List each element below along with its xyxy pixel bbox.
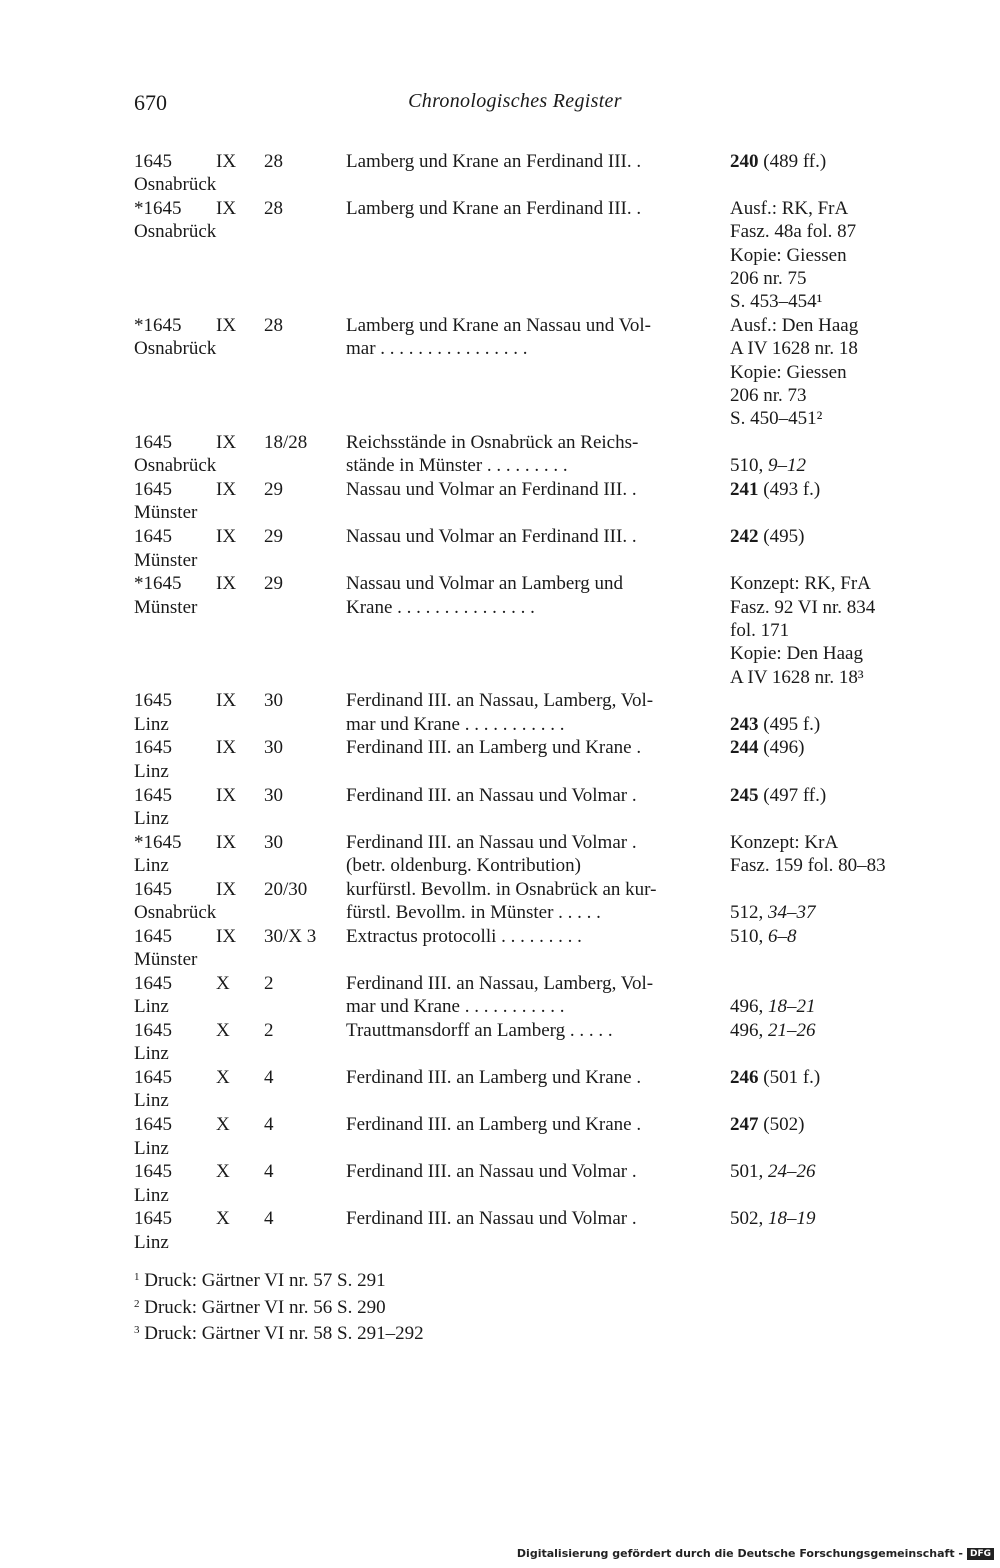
- entry-reference: [730, 572, 900, 688]
- entry-day: 28: [264, 315, 283, 337]
- register-entries: [134, 150, 894, 1255]
- entry-title-line: (betr. oldenburg. Kontribution): [346, 854, 582, 876]
- entry-title: [346, 572, 708, 619]
- entry-year: 1645: [134, 690, 172, 712]
- entry-reference-line: [730, 150, 900, 173]
- entry-year: *1645: [134, 831, 182, 853]
- entry-title-line: mar und Krane . . . . . . . . . . .: [346, 713, 565, 735]
- entry-title-line: Nassau und Volmar an Ferdinand III. .: [346, 526, 637, 548]
- entry-title: [346, 431, 708, 478]
- entry-month: X: [216, 1161, 230, 1183]
- entry-day: 4: [264, 1161, 274, 1183]
- entry-reference: [730, 784, 900, 807]
- entry-year: 1645: [134, 1161, 172, 1183]
- entry-document-number: 244: [730, 737, 759, 759]
- footnote-text: Druck: Gärtner VI nr. 58 S. 291–292: [144, 1323, 424, 1344]
- entry-title: [346, 689, 708, 736]
- footnote: [134, 1319, 424, 1346]
- entry-title-line: mar . . . . . . . . . . . . . . . .: [346, 338, 528, 360]
- entry-reference-line: [730, 784, 900, 807]
- register-entry: [134, 972, 894, 1019]
- register-entry: [134, 1113, 894, 1160]
- entry-reference: [730, 1160, 900, 1183]
- entry-title: [346, 784, 708, 807]
- entry-reference-line: [730, 314, 900, 337]
- entry-title-line: Ferdinand III. an Nassau und Volmar .: [346, 831, 637, 853]
- entry-place: Linz: [134, 1231, 169, 1253]
- entry-title-line: Nassau und Volmar an Lamberg und: [346, 573, 624, 595]
- entry-reference: [730, 150, 900, 173]
- entry-reference-text: (495 f.): [758, 713, 821, 735]
- footnotes: [134, 1266, 424, 1346]
- register-entry: [134, 525, 894, 572]
- entry-reference-text: Konzept: RK, FrA: [730, 573, 871, 595]
- entry-day: 20/30: [264, 878, 308, 900]
- entry-month: IX: [216, 315, 237, 337]
- entry-place: Osnabrück: [134, 338, 217, 360]
- footnote-text: Druck: Gärtner VI nr. 56 S. 290: [144, 1296, 386, 1318]
- entry-year: *1645: [134, 315, 182, 337]
- entry-year: 1645: [134, 925, 172, 947]
- entry-reference-line: 206 nr. 73: [730, 384, 807, 406]
- entry-reference-lines: 21–26: [768, 1020, 816, 1042]
- entry-month: X: [216, 1208, 230, 1230]
- entry-reference-text: 502,: [730, 1208, 768, 1230]
- entry-reference-text: 501,: [730, 1161, 768, 1183]
- entry-title-line: Ferdinand III. an Lamberg und Krane .: [346, 1067, 642, 1089]
- entry-day: 18/28: [264, 432, 308, 454]
- entry-reference: [730, 1113, 900, 1136]
- entry-title-line: Ferdinand III. an Nassau und Volmar .: [346, 1208, 637, 1230]
- register-entry: [134, 150, 894, 197]
- entry-reference-text: Ausf.: RK, FrA: [730, 198, 849, 220]
- entry-title-line: Lamberg und Krane an Ferdinand III. .: [346, 151, 642, 172]
- entry-document-number: 242: [730, 526, 759, 548]
- entry-title: [346, 736, 708, 759]
- entry-month: IX: [216, 690, 237, 712]
- entry-document-number: 246: [730, 1067, 759, 1089]
- entry-year: 1645: [134, 1067, 172, 1089]
- entry-year: 1645: [134, 737, 172, 759]
- entry-reference-text: (496): [758, 737, 805, 759]
- entry-day: 4: [264, 1067, 274, 1089]
- entry-day: 30: [264, 784, 283, 806]
- entry-reference-line: [730, 454, 806, 477]
- entry-place: Linz: [134, 1184, 169, 1206]
- entry-reference: [730, 478, 900, 501]
- entry-reference-line: [730, 995, 816, 1018]
- register-entry: [134, 831, 894, 878]
- footnote: [134, 1293, 424, 1320]
- entry-reference-lines: 34–37: [768, 902, 816, 924]
- entry-reference-line: Kopie: Giessen: [730, 244, 847, 266]
- register-entry: [134, 1066, 894, 1113]
- register-entry: [134, 784, 894, 831]
- entry-day: 4: [264, 1208, 274, 1230]
- entry-reference-line: [730, 1066, 900, 1089]
- entry-reference-line: [730, 736, 900, 759]
- entry-year: 1645: [134, 526, 172, 548]
- entry-title: [346, 1066, 708, 1089]
- entry-title-line: kurfürstl. Bevollm. in Osnabrück an kur-: [346, 878, 657, 900]
- entry-month: IX: [216, 573, 237, 595]
- entry-reference-text: (502): [758, 1114, 805, 1136]
- entry-reference: [730, 525, 900, 548]
- register-entry: [134, 736, 894, 783]
- entry-year: 1645: [134, 479, 172, 501]
- entry-reference-text: (497 ff.): [758, 784, 827, 806]
- entry-document-number: 247: [730, 1114, 759, 1136]
- entry-month: IX: [216, 198, 237, 220]
- entry-document-number: 243: [730, 713, 759, 735]
- entry-reference: [730, 1207, 900, 1230]
- entry-day: 29: [264, 479, 283, 501]
- entry-place: Linz: [134, 760, 169, 782]
- entry-title: [346, 525, 708, 548]
- entry-reference-line: [730, 901, 816, 924]
- entry-year: 1645: [134, 972, 172, 994]
- entry-day: 29: [264, 573, 283, 595]
- entry-reference-text: 512,: [730, 902, 768, 924]
- entry-year: 1645: [134, 151, 172, 172]
- entry-reference-line: S. 453–454¹: [730, 291, 823, 313]
- entry-reference-text: 510,: [730, 455, 768, 477]
- entry-title: [346, 972, 708, 1019]
- entry-title: [346, 197, 708, 220]
- entry-reference-line: Fasz. 159 fol. 80–83: [730, 854, 886, 876]
- entry-day: 28: [264, 151, 283, 172]
- entry-place: Linz: [134, 1043, 169, 1065]
- register-entry: [134, 314, 894, 431]
- register-entry: [134, 689, 894, 736]
- entry-title-line: Nassau und Volmar an Ferdinand III. .: [346, 479, 637, 501]
- entry-reference-line: Kopie: Giessen: [730, 361, 847, 383]
- entry-reference-text: (493 f.): [758, 479, 821, 501]
- entry-title-line: stände in Münster . . . . . . . . .: [346, 455, 568, 477]
- entry-document-number: 245: [730, 784, 759, 806]
- entry-title-line: Ferdinand III. an Nassau, Lamberg, Vol-: [346, 690, 654, 712]
- entry-place: Linz: [134, 1090, 169, 1112]
- entry-reference-line: [730, 525, 900, 548]
- entry-reference: [730, 1019, 900, 1042]
- entry-reference-line: [730, 713, 820, 736]
- entry-year: 1645: [134, 1114, 172, 1136]
- register-entry: [134, 878, 894, 925]
- entry-place: Osnabrück: [134, 174, 217, 196]
- entry-reference-lines: 24–26: [768, 1161, 816, 1183]
- entry-month: X: [216, 1067, 230, 1089]
- entry-place: Linz: [134, 713, 169, 735]
- entry-reference-line: [730, 925, 900, 948]
- entry-month: IX: [216, 479, 237, 501]
- entry-title-line: Extractus protocolli . . . . . . . . .: [346, 925, 582, 947]
- entry-day: 29: [264, 526, 283, 548]
- register-entry: [134, 1160, 894, 1207]
- entry-month: IX: [216, 878, 237, 900]
- register-entry: [134, 431, 894, 478]
- entry-title-line: Reichsstände in Osnabrück an Reichs-: [346, 432, 639, 454]
- entry-title: [346, 831, 708, 878]
- entry-day: 30: [264, 831, 283, 853]
- entry-month: X: [216, 1020, 230, 1042]
- footnote-mark: 3: [134, 1324, 140, 1336]
- entry-month: IX: [216, 526, 237, 548]
- register-entry: [134, 925, 894, 972]
- entry-reference: [730, 314, 900, 430]
- register-entry: [134, 197, 894, 314]
- entry-reference-line: S. 450–451²: [730, 408, 823, 430]
- entry-year: *1645: [134, 198, 182, 220]
- entry-reference-lines: 18–19: [768, 1208, 816, 1230]
- entry-reference-line: [730, 831, 900, 854]
- entry-place: Linz: [134, 996, 169, 1018]
- entry-reference-text: 496,: [730, 1020, 768, 1042]
- entry-reference: [730, 831, 900, 878]
- entry-month: IX: [216, 737, 237, 759]
- dfg-logo-icon: DFG: [967, 1548, 994, 1560]
- entry-year: 1645: [134, 1208, 172, 1230]
- entry-day: 30/X 3: [264, 925, 317, 947]
- entry-place: Münster: [134, 596, 198, 618]
- entry-place: Münster: [134, 502, 198, 524]
- entry-month: X: [216, 1114, 230, 1136]
- entry-year: *1645: [134, 573, 182, 595]
- footnote-mark: 1: [134, 1271, 140, 1283]
- entry-reference-lines: 18–21: [768, 996, 816, 1018]
- entry-title-line: Ferdinand III. an Nassau, Lamberg, Vol-: [346, 972, 654, 994]
- page-number: 670: [134, 90, 167, 115]
- entry-title-line: fürstl. Bevollm. in Münster . . . . .: [346, 902, 601, 924]
- entry-title: [346, 1113, 708, 1136]
- entry-month: IX: [216, 831, 237, 853]
- entry-title: [346, 1019, 708, 1042]
- entry-place: Osnabrück: [134, 455, 217, 477]
- entry-month: IX: [216, 784, 237, 806]
- entry-title: [346, 925, 708, 948]
- entry-title-line: Trauttmansdorff an Lamberg . . . . .: [346, 1020, 613, 1042]
- entry-reference-text: Ausf.: Den Haag: [730, 315, 859, 337]
- entry-title-line: Lamberg und Krane an Ferdinand III. .: [346, 198, 642, 220]
- entry-title: [346, 1160, 708, 1183]
- entry-reference-line: Fasz. 48a fol. 87: [730, 221, 857, 243]
- register-entry: [134, 1207, 894, 1254]
- entry-reference-text: 496,: [730, 996, 768, 1018]
- entry-reference-text: (489 ff.): [758, 151, 827, 172]
- entry-place: Osnabrück: [134, 221, 217, 243]
- entry-reference-line: [730, 1160, 900, 1183]
- entry-month: IX: [216, 925, 237, 947]
- entry-reference: [730, 1066, 900, 1089]
- entry-place: Linz: [134, 1137, 169, 1159]
- entry-place: Linz: [134, 807, 169, 829]
- entry-reference-line: Fasz. 92 VI nr. 834: [730, 596, 876, 618]
- entry-day: 30: [264, 690, 283, 712]
- entry-year: 1645: [134, 432, 172, 454]
- entry-title: [346, 478, 708, 501]
- entry-title-line: Ferdinand III. an Lamberg und Krane .: [346, 737, 642, 759]
- entry-reference-text: Konzept: KrA: [730, 831, 839, 853]
- entry-title-line: Lamberg und Krane an Nassau und Vol-: [346, 315, 651, 337]
- entry-day: 2: [264, 972, 274, 994]
- entry-title-line: Ferdinand III. an Nassau und Volmar .: [346, 784, 637, 806]
- entry-reference: [730, 736, 900, 759]
- entry-title-line: mar und Krane . . . . . . . . . . .: [346, 996, 565, 1018]
- entry-month: IX: [216, 432, 237, 454]
- entry-reference-line: A IV 1628 nr. 18³: [730, 666, 864, 688]
- entry-reference-lines: 6–8: [768, 925, 797, 947]
- entry-reference: [730, 925, 900, 948]
- footnote-text: Druck: Gärtner VI nr. 57 S. 291: [144, 1270, 386, 1291]
- entry-reference-line: Kopie: Den Haag: [730, 643, 863, 665]
- entry-document-number: 240: [730, 151, 759, 172]
- entry-year: 1645: [134, 878, 172, 900]
- entry-reference-line: 206 nr. 75: [730, 267, 807, 289]
- entry-reference-line: [730, 197, 900, 220]
- funding-credit: [517, 1547, 994, 1560]
- entry-day: 30: [264, 737, 283, 759]
- entry-year: 1645: [134, 1020, 172, 1042]
- footnote-mark: 2: [134, 1297, 140, 1310]
- running-head: Chronologisches Register: [408, 90, 622, 112]
- funding-credit-text: Digitalisierung gefördert durch die Deutsche Forschungsgemeinschaft -: [516, 1547, 963, 1560]
- entry-reference-line: [730, 572, 900, 595]
- entry-month: X: [216, 972, 230, 994]
- entry-reference-text: 510,: [730, 925, 768, 947]
- register-entry: [134, 1019, 894, 1066]
- entry-reference-text: (501 f.): [758, 1067, 821, 1089]
- entry-year: 1645: [134, 784, 172, 806]
- entry-day: 2: [264, 1020, 274, 1042]
- entry-reference: [730, 197, 900, 313]
- register-entry: [134, 572, 894, 689]
- entry-title-line: Ferdinand III. an Nassau und Volmar .: [346, 1161, 637, 1183]
- register-entry: [134, 478, 894, 525]
- entry-document-number: 241: [730, 479, 759, 501]
- entry-month: IX: [216, 151, 237, 172]
- entry-reference-lines: 9–12: [768, 455, 806, 477]
- entry-title-line: Ferdinand III. an Lamberg und Krane .: [346, 1114, 642, 1136]
- entry-day: 4: [264, 1114, 274, 1136]
- entry-reference-line: A IV 1628 nr. 18: [730, 338, 858, 360]
- entry-title-line: Krane . . . . . . . . . . . . . . .: [346, 596, 535, 618]
- entry-title: [346, 878, 708, 925]
- entry-place: Linz: [134, 854, 169, 876]
- entry-reference-text: (495): [758, 526, 805, 548]
- entry-reference-line: [730, 1019, 900, 1042]
- entry-title: [346, 1207, 708, 1230]
- entry-day: 28: [264, 198, 283, 220]
- entry-reference-line: [730, 1113, 900, 1136]
- entry-reference-line: [730, 478, 900, 501]
- entry-reference-line: fol. 171: [730, 619, 790, 641]
- entry-title: [346, 314, 708, 361]
- entry-place: Münster: [134, 549, 198, 571]
- entry-title: [346, 150, 708, 173]
- entry-place: Münster: [134, 949, 198, 971]
- footnote: [134, 1266, 424, 1293]
- entry-reference-line: [730, 1207, 900, 1230]
- entry-place: Osnabrück: [134, 902, 217, 924]
